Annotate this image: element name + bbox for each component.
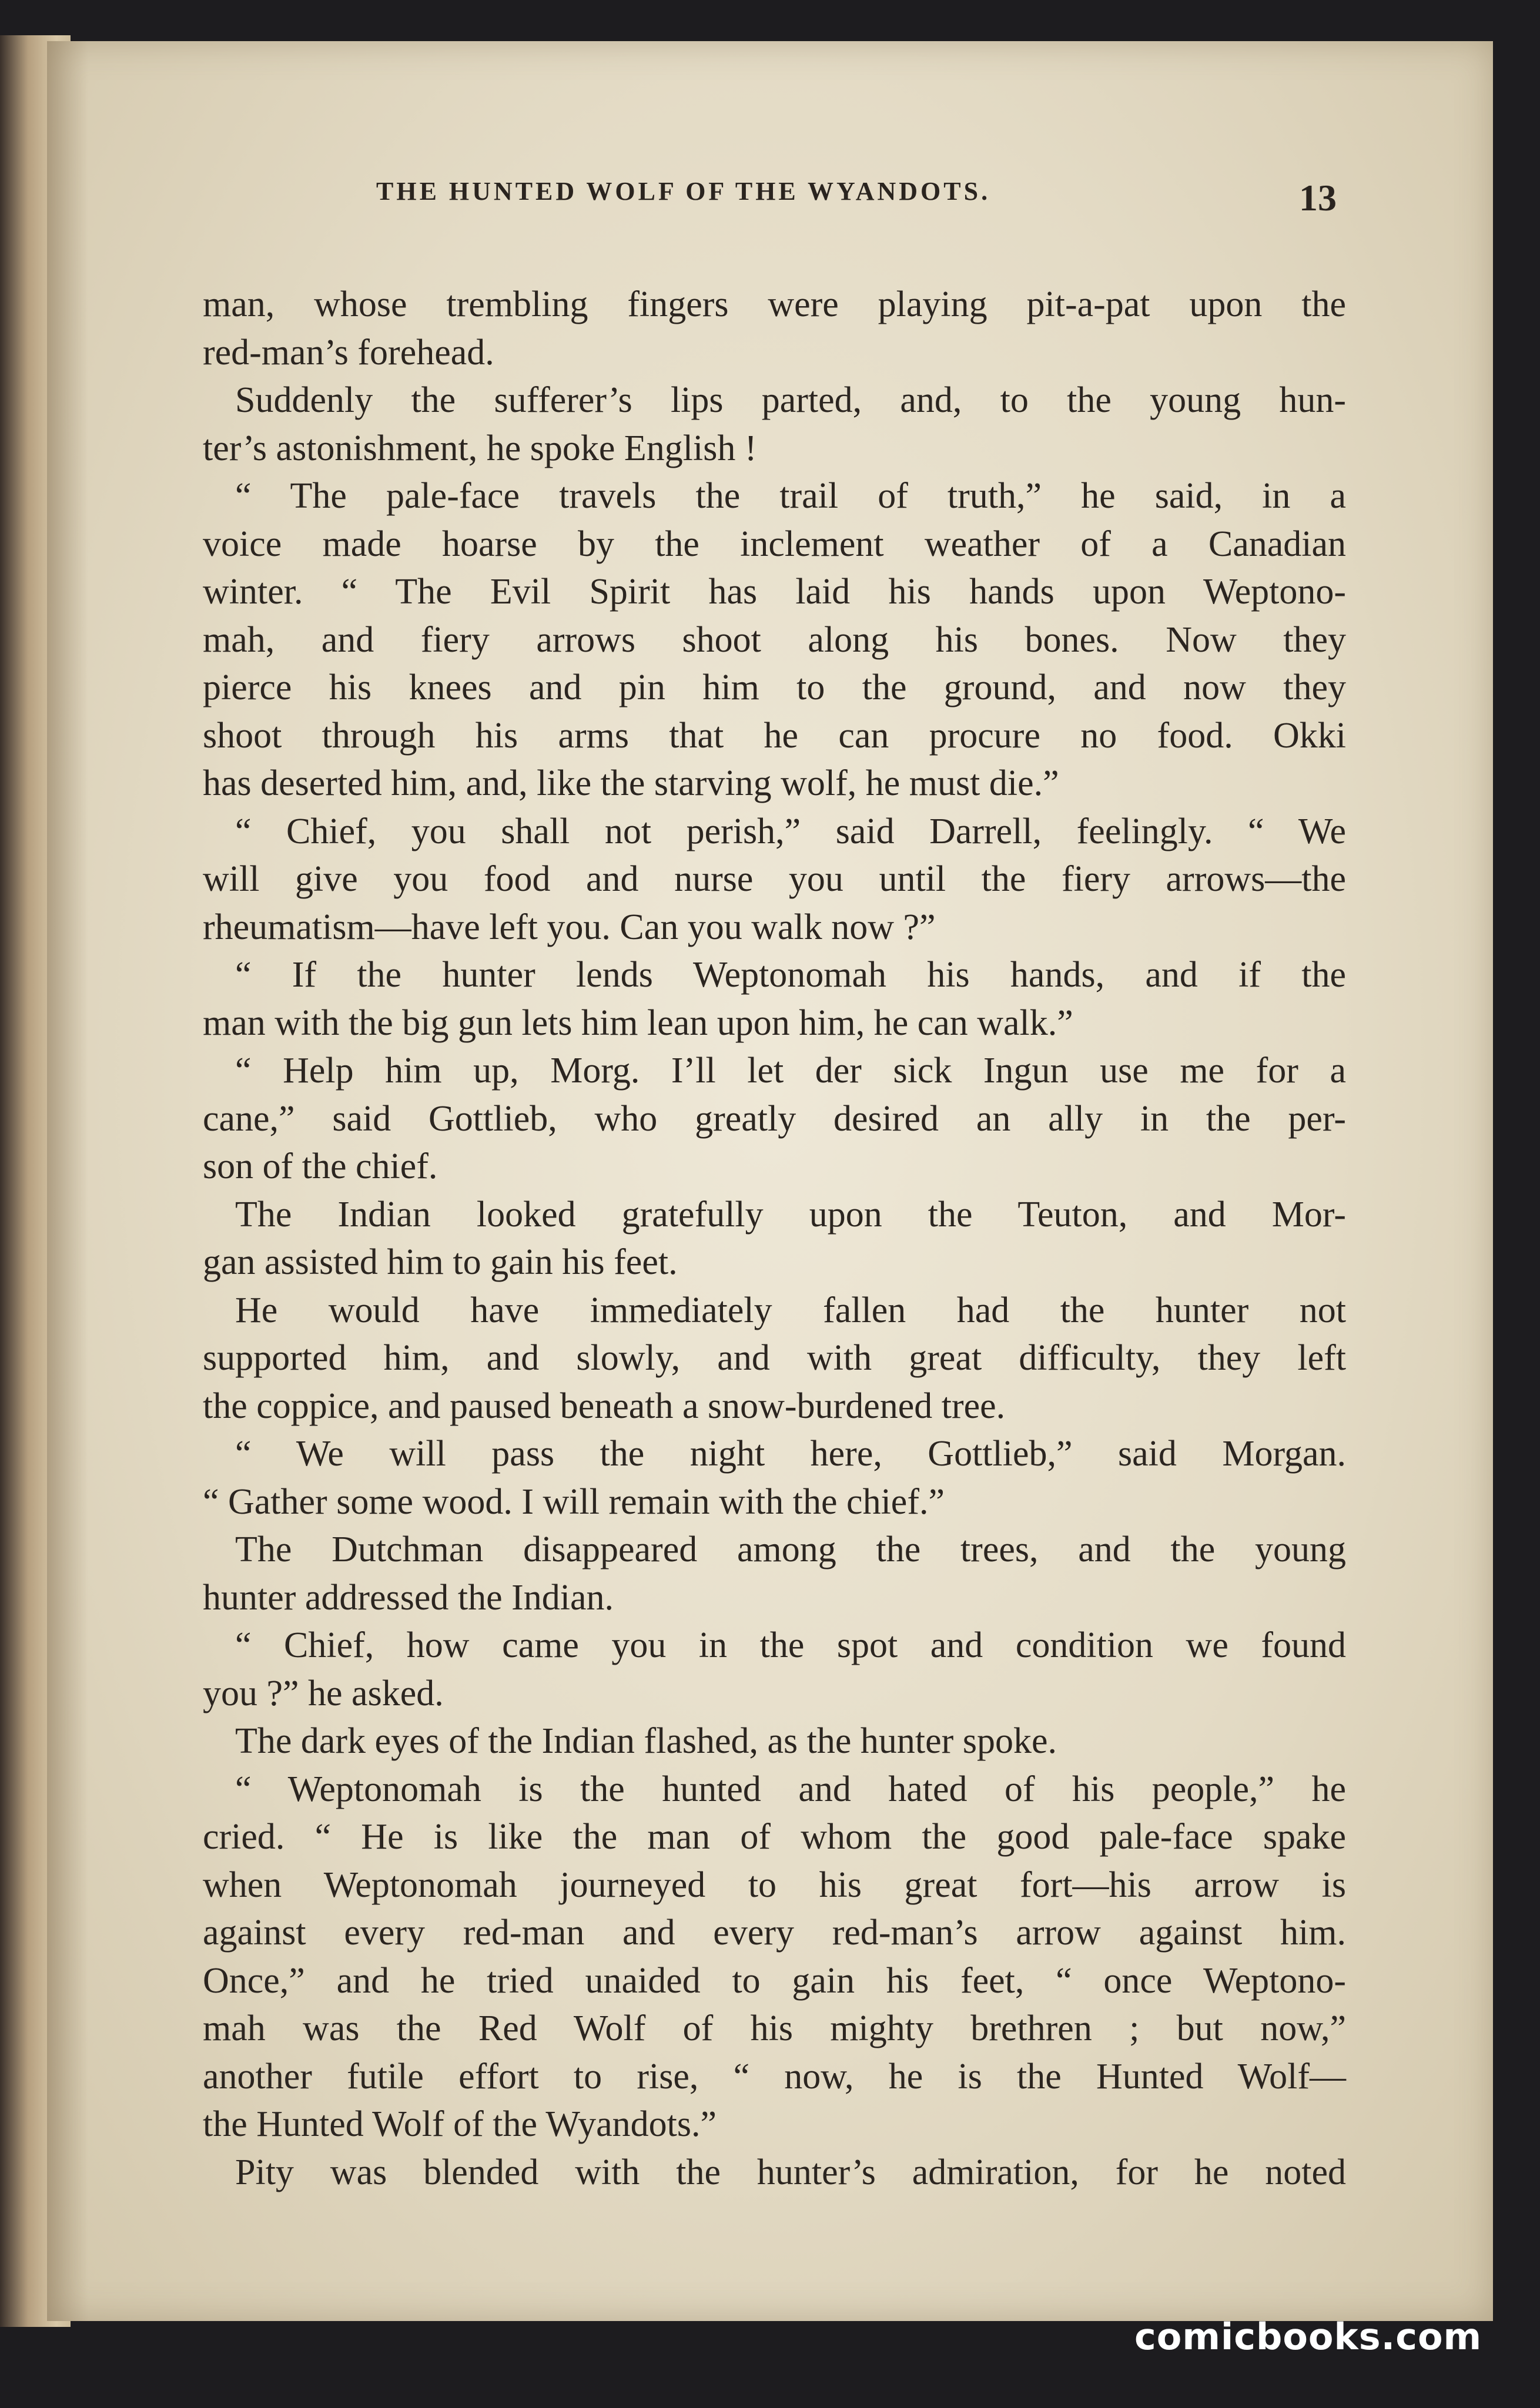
running-header: THE HUNTED WOLF OF THE WYANDOTS. [376, 177, 991, 206]
text-line: He would have immediately fallen had the hunter not [235, 1290, 1346, 1330]
text-line: another futile effort to rise, “ now, he is the Hunted Wolf— [203, 2056, 1346, 2097]
text-line: man with the big gun lets him lean upon him, he can walk.” [203, 1002, 1073, 1043]
page-number: 13 [1299, 177, 1337, 219]
text-line: mah, and fiery arrows shoot along his bones. Now they [203, 619, 1346, 660]
text-line: ter’s astonishment, he spoke English ! [203, 428, 757, 468]
text-line: hunter addressed the Indian. [203, 1577, 614, 1618]
text-line: “ Weptonomah is the hunted and hated of his people,” he [235, 1769, 1346, 1809]
text-line: cane,” said Gottlieb, who greatly desired an ally in the per- [203, 1098, 1346, 1139]
text-line: cried. “ He is like the man of whom the good pale-face spake [203, 1817, 1346, 1857]
text-line: son of the chief. [203, 1146, 438, 1186]
text-line: mah was the Red Wolf of his mighty brethren ; but now,” [203, 2008, 1346, 2048]
text-line: gan assisted him to gain his feet. [203, 1242, 678, 1282]
text-line: The Dutchman disappeared among the trees, and the young [235, 1530, 1346, 1569]
text-line: “ Chief, you shall not perish,” said Darrell, feelingly. “ We [235, 811, 1346, 851]
body-text [203, 281, 1346, 2196]
text-line: rheumatism—have left you. Can you walk now ?” [203, 907, 936, 947]
text-line: has deserted him, and, like the starving wolf, he must die.” [203, 763, 1059, 803]
text-line: voice made hoarse by the inclement weather of a Canadian [203, 524, 1346, 564]
text-line: will give you food and nurse you until the fiery arrows—the [203, 859, 1346, 899]
text-line: “ Help him up, Morg. I’ll let der sick Ingun use me for a [235, 1051, 1346, 1091]
text-line: supported him, and slowly, and with great difficulty, they left [203, 1338, 1346, 1378]
text-line: you ?” he asked. [203, 1673, 444, 1713]
text-line: The Indian looked gratefully upon the Teuton, and Mor- [235, 1194, 1346, 1235]
text-line: when Weptonomah journeyed to his great fort—his arrow is [203, 1864, 1346, 1905]
text-line: pierce his knees and pin him to the ground, and now they [203, 668, 1346, 707]
site-watermark: comicbooks.com [1134, 2315, 1482, 2358]
text-line: “ The pale-face travels the trail of truth,” he said, in a [235, 476, 1346, 516]
text-line: the Hunted Wolf of the Wyandots.” [203, 2104, 717, 2144]
text-line: winter. “ The Evil Spirit has laid his hands upon Weptono- [203, 572, 1346, 612]
text-line: Suddenly the sufferer’s lips parted, and, to the young hun- [235, 380, 1346, 420]
page-gutter-shadow [47, 41, 88, 2321]
text-line: against every red-man and every red-man’s arrow against him. [203, 1913, 1346, 1953]
text-line: man, whose trembling fingers were playing pit-a-pat upon the [203, 284, 1346, 324]
text-line: shoot through his arms that he can procure no food. Okki [203, 715, 1346, 756]
text-line: “ If the hunter lends Weptonomah his hands, and if the [235, 955, 1346, 995]
text-line: “ Gather some wood. I will remain with the chief.” [203, 1481, 945, 1522]
text-line: The dark eyes of the Indian flashed, as the hunter spoke. [235, 1721, 1057, 1761]
text-line: red-man’s forehead. [203, 332, 494, 373]
text-line: Once,” and he tried unaided to gain his feet, “ once Weptono- [203, 1960, 1346, 2001]
text-line: “ We will pass the night here, Gottlieb,” said Morgan. [235, 1434, 1346, 1474]
text-line: the coppice, and paused beneath a snow-burdened tree. [203, 1386, 1006, 1426]
text-line: “ Chief, how came you in the spot and condition we found [235, 1625, 1346, 1665]
text-line: Pity was blended with the hunter’s admiration, for he noted [235, 2152, 1346, 2192]
